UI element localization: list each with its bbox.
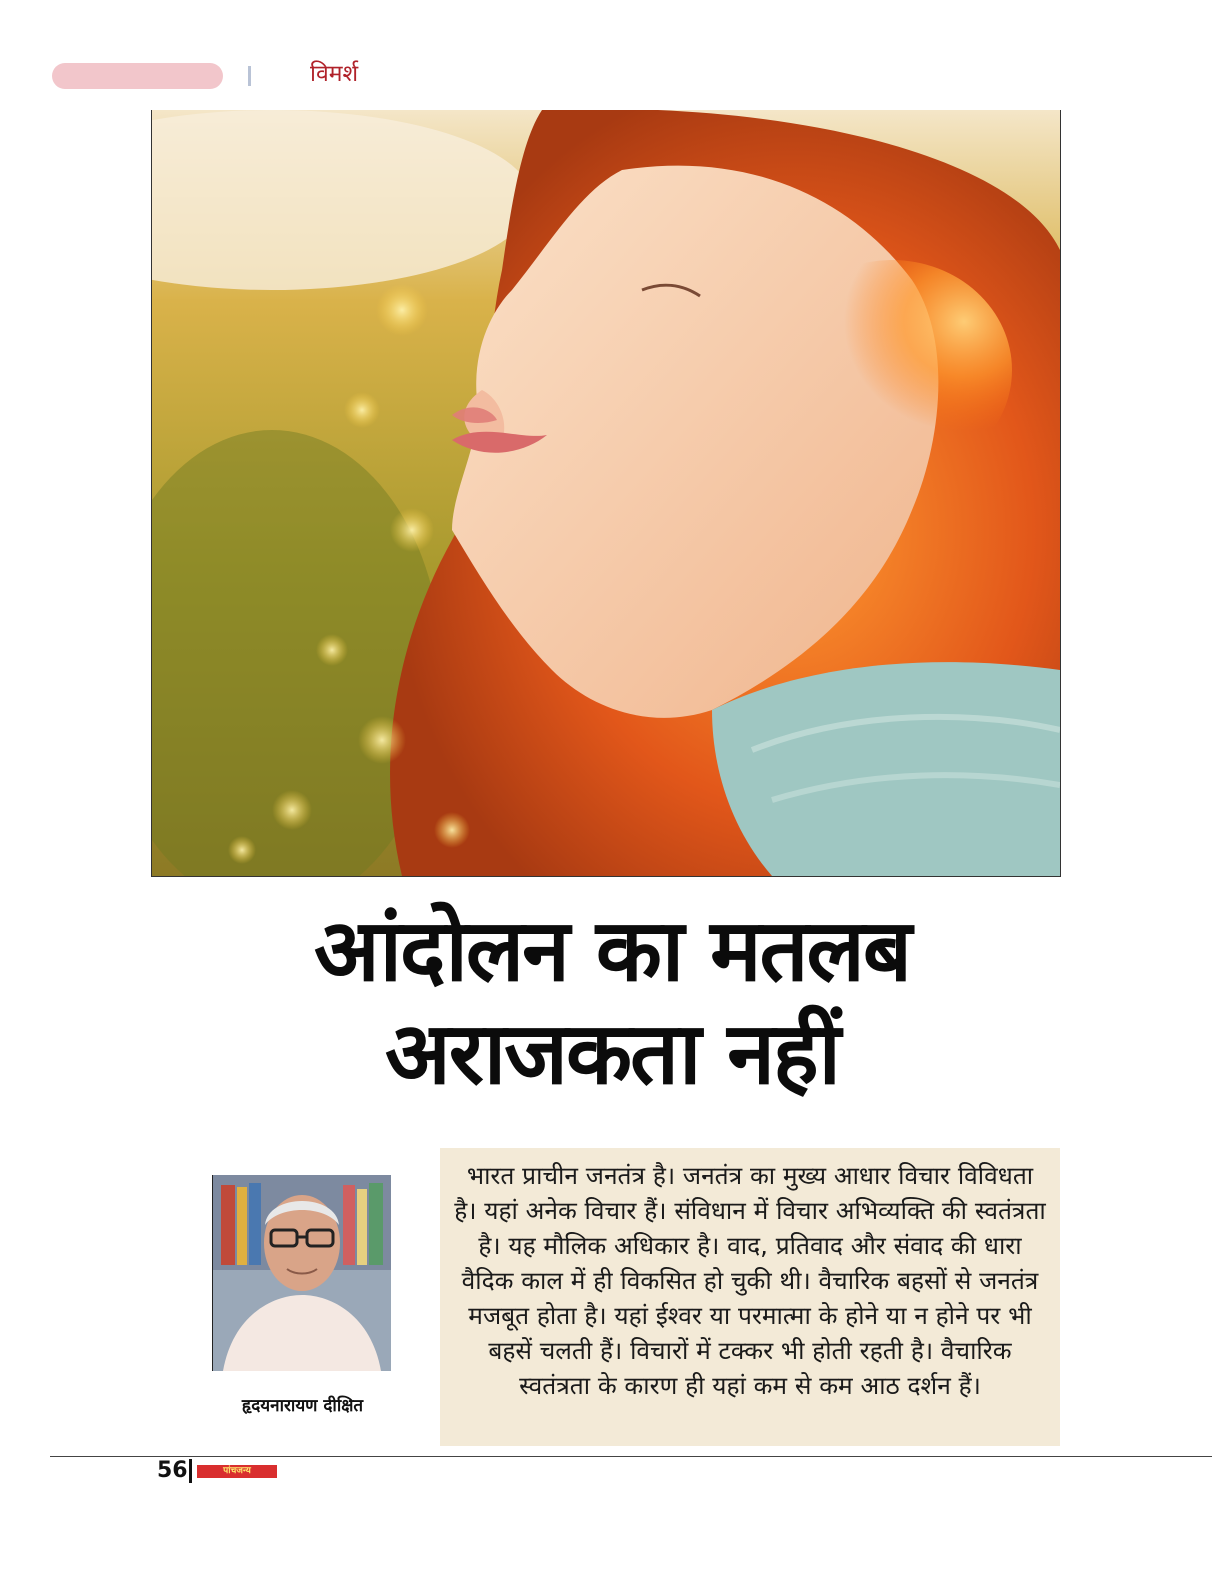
headline — [0, 900, 1224, 1106]
author-photo — [212, 1175, 391, 1371]
hero-image — [151, 110, 1061, 877]
page-number: 56 — [157, 1458, 188, 1483]
headline-line-1: आंदोलन का मतलब — [314, 901, 910, 1001]
footer-rule — [50, 1456, 1212, 1457]
section-label: विमर्श — [310, 61, 359, 87]
intro-box — [440, 1148, 1060, 1446]
intro-text: भारत प्राचीन जनतंत्र है। जनतंत्र का मुख्य आधार विचार विविधता है। यहां अनेक विचार हैं। संविधान में विचार अभिव्यक्ति की स्वतंत्रता है। यह मौलिक अधिकार है। वाद, प्रतिवाद और संवाद की धारा वैदिक काल में ही विकसित हो चुकी थी। वैचारिक बहसों से जनतंत्र मजबूत होता है। यहां ईश्वर या परमात्मा के होने या न होने पर भी बहसें चलती हैं। विचारों में टक्कर भी होती रहती है। वैचारिक स्वतंत्रता के कारण ही यहां कम से कम आठ दर्शन हैं। — [454, 1161, 1046, 1400]
header-separator — [248, 66, 251, 86]
author-portrait-icon — [213, 1175, 391, 1371]
woman-sunlight-photo-icon — [152, 110, 1060, 876]
author-name: हृदयनारायण दीक्षित — [241, 1396, 364, 1416]
headline-line-2: अराजकता नहीं — [385, 1004, 839, 1104]
header-pill — [52, 63, 223, 89]
masthead-logo: पांचजन्य — [197, 1465, 277, 1478]
page-number-bar — [189, 1459, 192, 1483]
